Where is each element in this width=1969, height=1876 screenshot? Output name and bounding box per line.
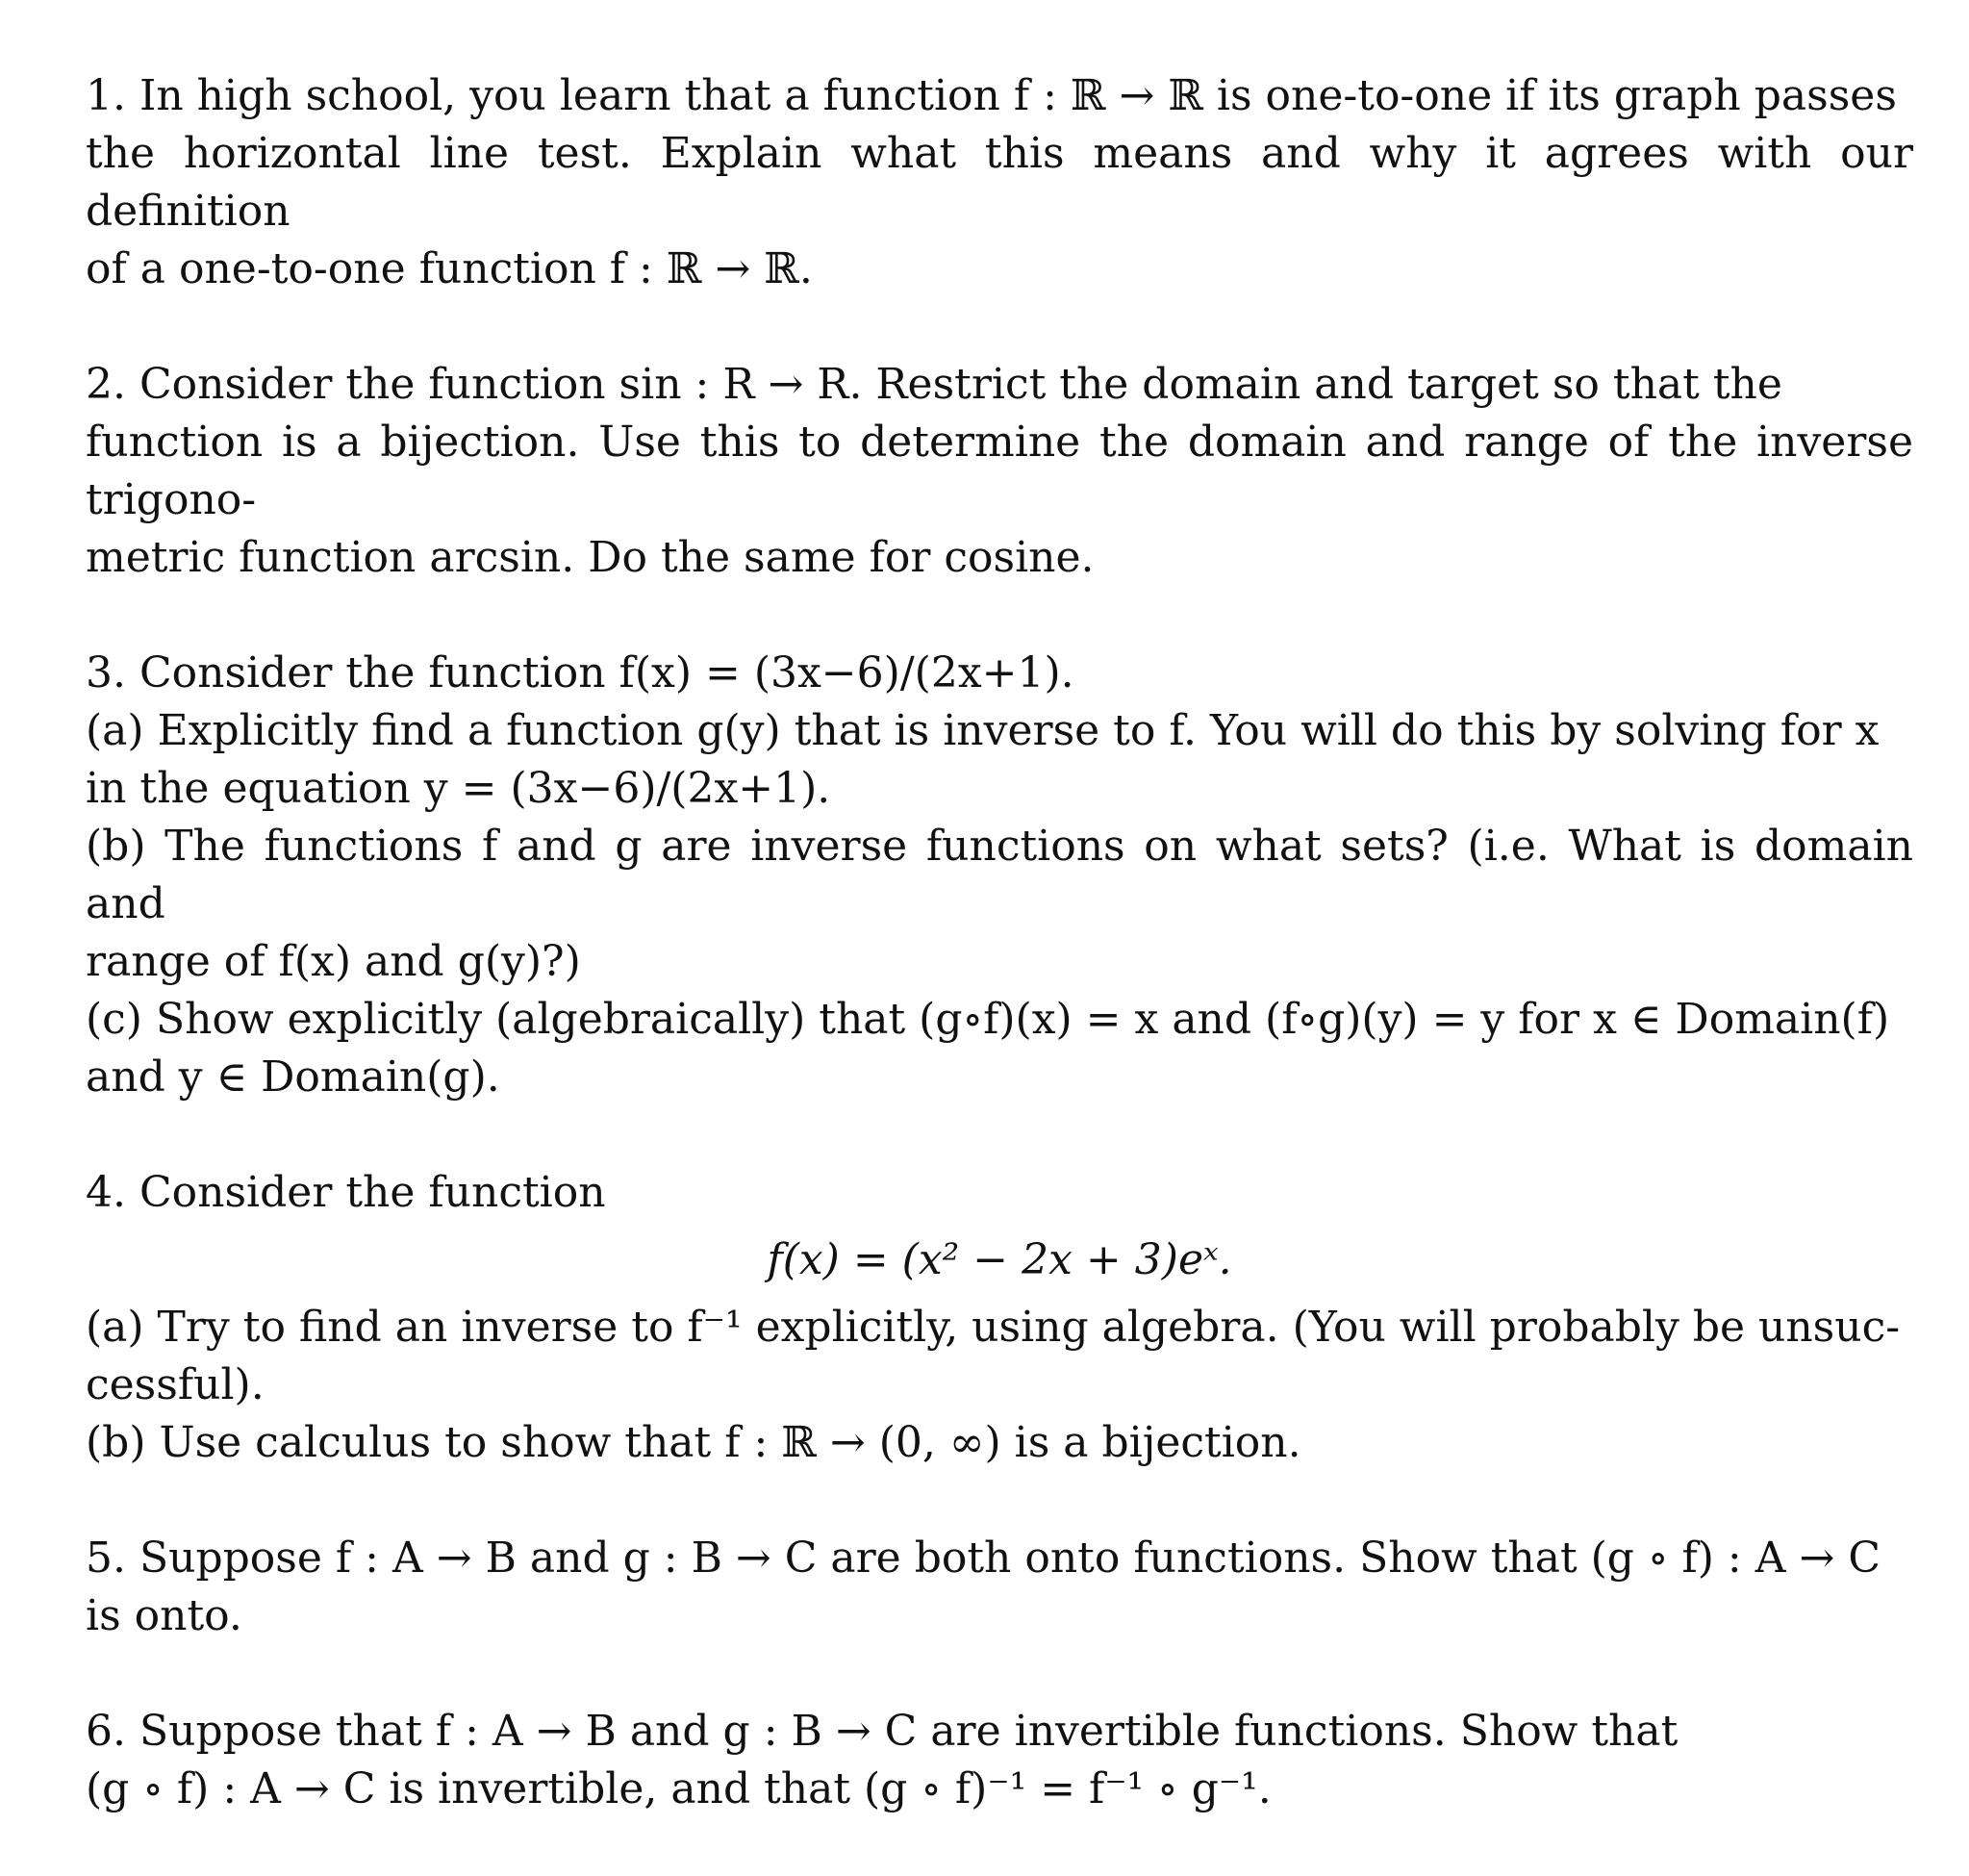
problem-3-part-a-line-1: (a) Explicitly find a function g(y) that is inverse to f. You will do this by solving for x [86,706,1880,755]
problem-2-line-3: metric function arcsin. Do the same for cosine. [86,533,1095,582]
problem-2-line-2: function is a bijection. Use this to determine the domain and range of the inverse trigono- [86,418,1913,524]
problem-3-part-a-line-2: in the equation y = (3x−6)/(2x+1). [86,764,831,813]
problem-4 [86,1164,1913,1472]
problem-3-part-b-line-1: (b) The functions f and g are inverse functions on what sets? (i.e. What is domain and [86,822,1913,928]
problem-3 [86,645,1913,1106]
problem-3-part-c-line-2: and y ∈ Domain(g). [86,1052,500,1102]
problem-4-part-a-line-1: (a) Try to find an inverse to f⁻¹ explicitly, using algebra. (You will probably be unsuc- [86,1303,1901,1352]
problem-3-part-c-line-1: (c) Show explicitly (algebraically) that (g∘f)(x) = x and (f∘g)(y) = y for x ∈ Domain(f) [86,995,1890,1044]
problem-5-line-2: is onto. [86,1591,242,1640]
problem-3-part-b-line-2: range of f(x) and g(y)?) [86,937,581,986]
problem-2 [86,356,1913,587]
problem-2-line-1: 2. Consider the function sin : R → R. Restrict the domain and target so that the [86,360,1782,409]
problem-5-line-1: 5. Suppose f : A → B and g : B → C are both onto functions. Show that (g ∘ f) : A → C [86,1534,1881,1583]
problem-4-display-equation: f(x) = (x² − 2x + 3)eˣ. [767,1235,1232,1284]
problem-1-line-1: 1. In high school, you learn that a function f : ℝ → ℝ is one-to-one if its graph passes [86,71,1897,120]
problem-6-line-2: (g ∘ f) : A → C is invertible, and that (g ∘ f)⁻¹ = f⁻¹ ∘ g⁻¹. [86,1764,1272,1813]
problem-6 [86,1703,1913,1818]
problem-6-line-1: 6. Suppose that f : A → B and g : B → C are invertible functions. Show that [86,1707,1679,1756]
problem-4-intro: 4. Consider the function [86,1168,606,1217]
problem-1-line-3: of a one-to-one function f : ℝ → ℝ. [86,244,813,293]
problem-1 [86,67,1913,298]
problem-4-part-b: (b) Use calculus to show that f : ℝ → (0, ∞) is a bijection. [86,1418,1301,1467]
problem-5 [86,1530,1913,1645]
problem-1-line-2: the horizontal line test. Explain what this means and why it agrees with our definition [86,129,1913,236]
problem-4-part-a-line-2: cessful). [86,1360,265,1409]
problem-3-line-1: 3. Consider the function f(x) = (3x−6)/(2x+1). [86,648,1074,697]
problem-set-page [86,67,1913,1876]
